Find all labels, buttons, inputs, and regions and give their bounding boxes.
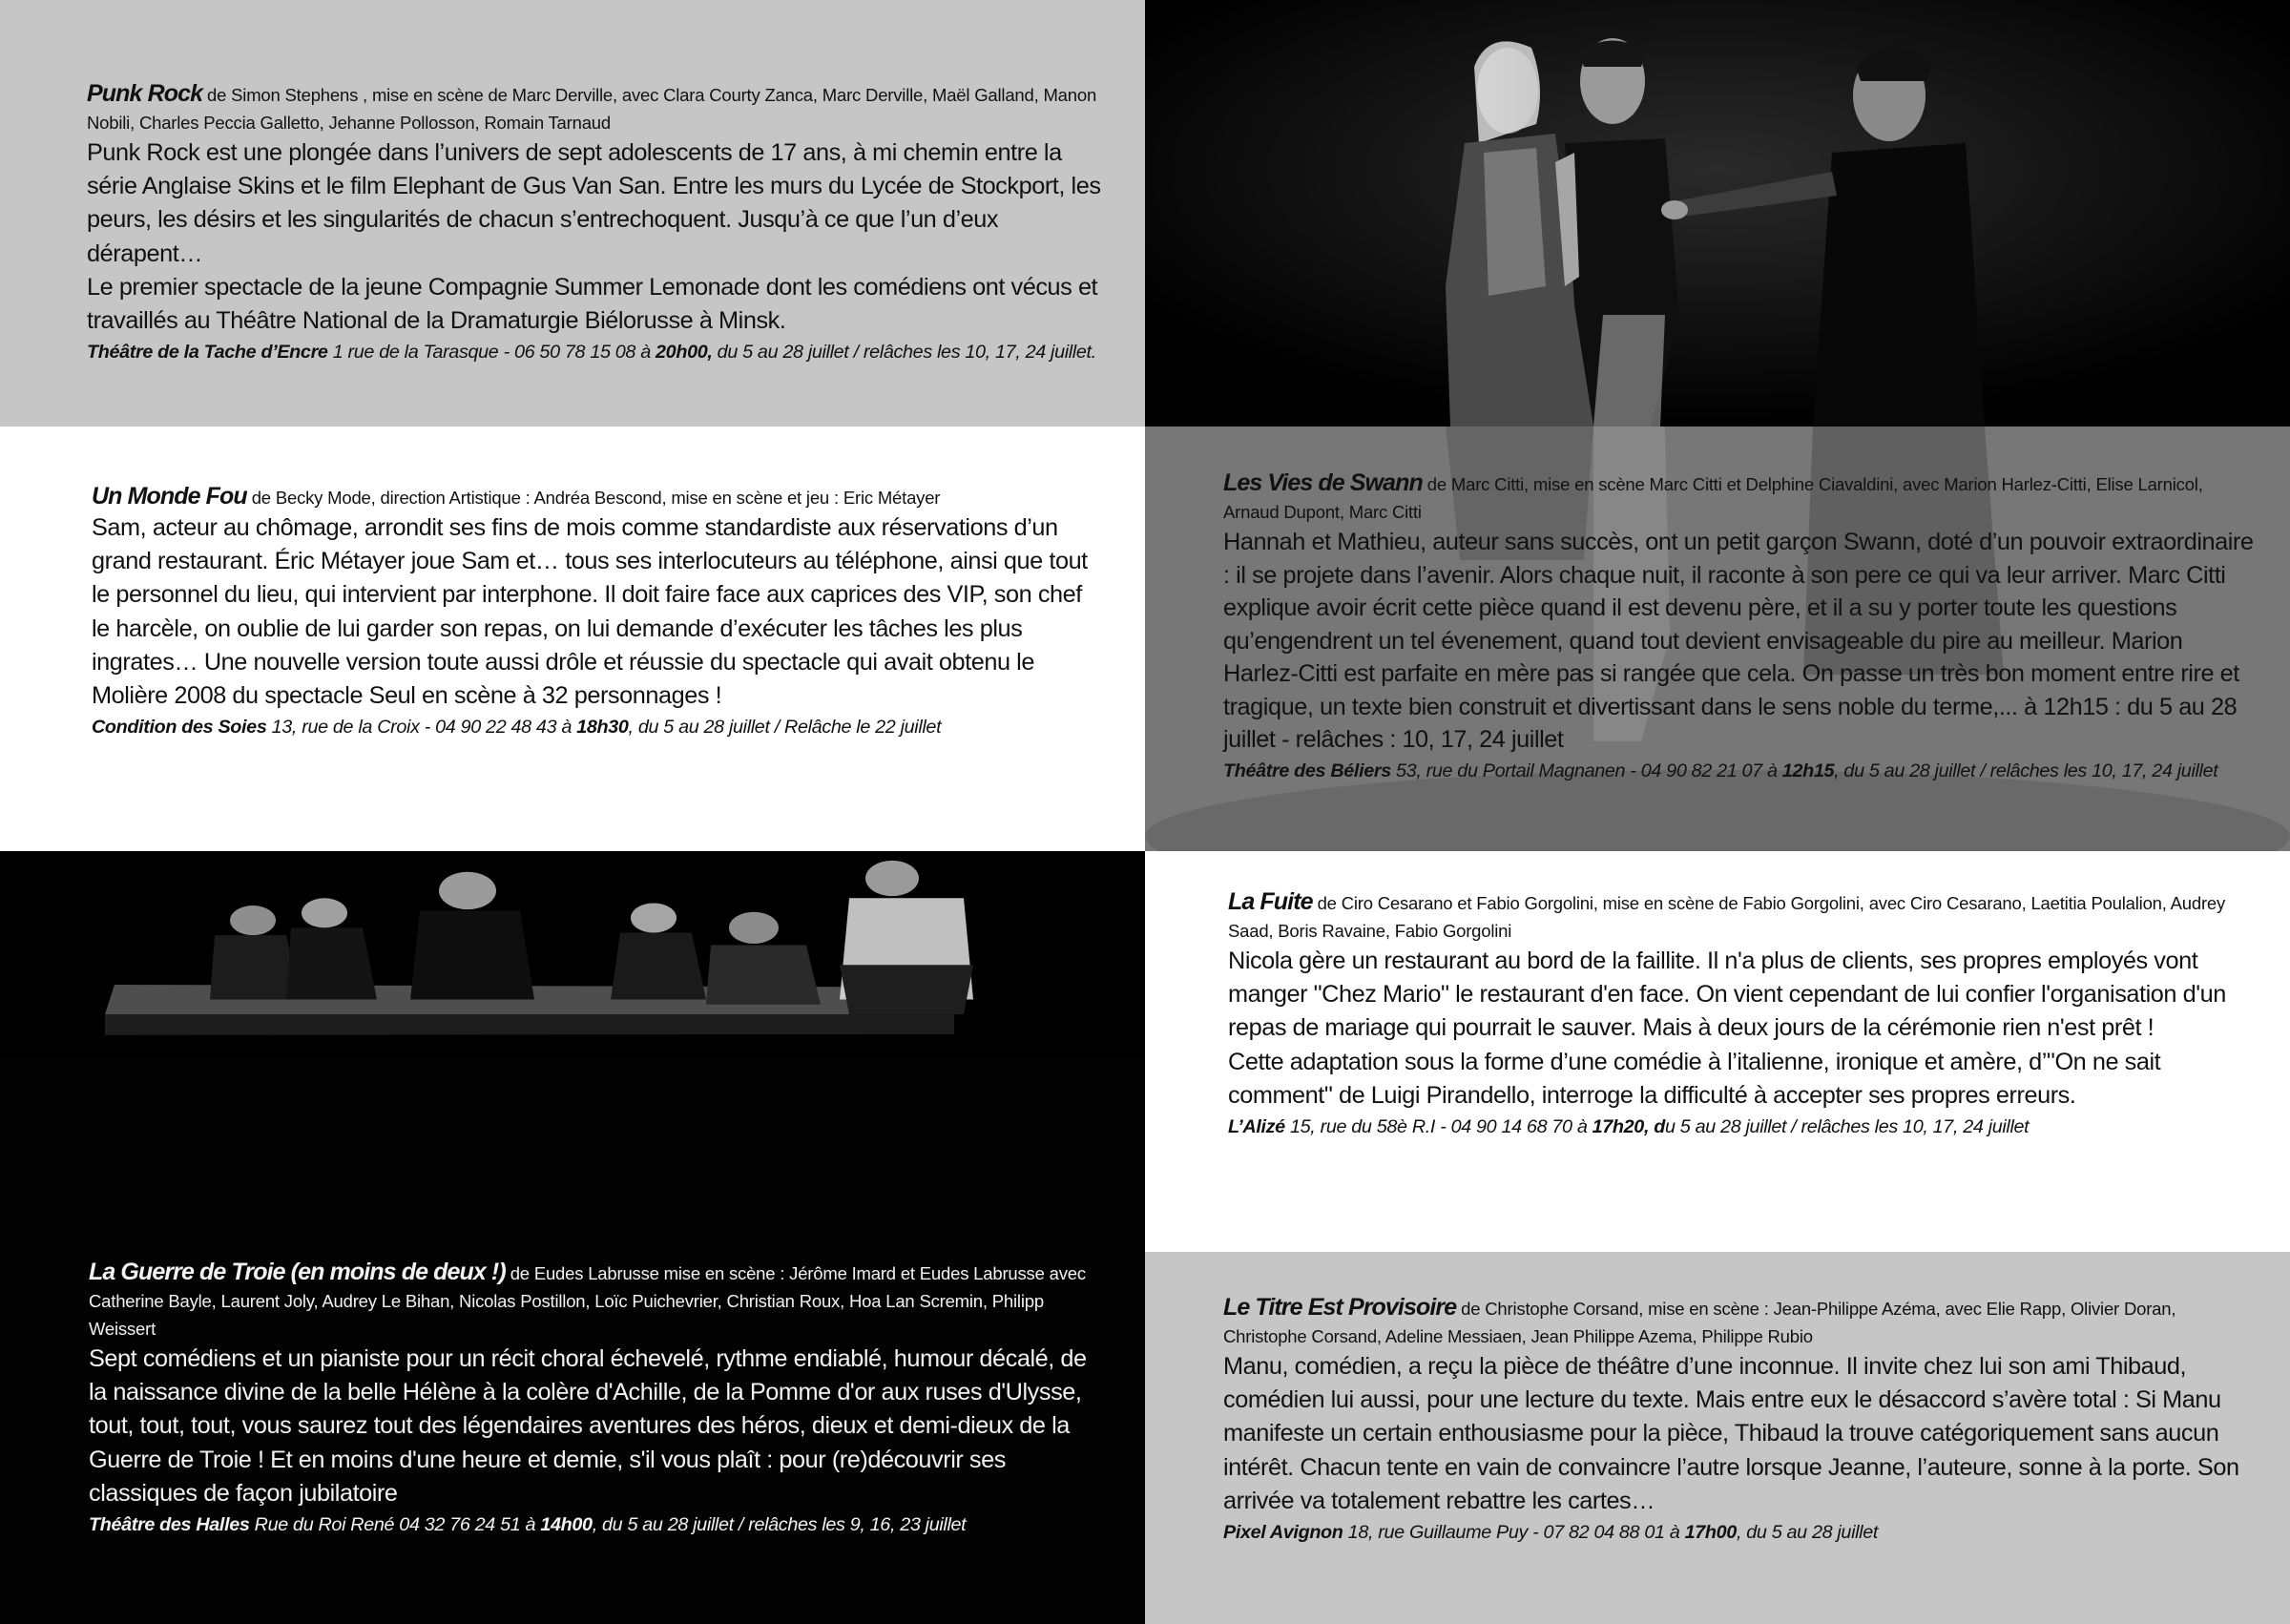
show-venue: Pixel Avignon 18, rue Guillaume Puy - 07 82 04 88 01 à 17h00, du 5 au 28 juillet [1223, 1522, 1879, 1544]
show-credits: Les Vies de Swann de Marc Citti, mise en scène Marc Citti et Delphine Ciavaldini, avec Marion Harlez-Citti, Elise Larnicol, Arnaud Dupont, Marc Citti [1223, 469, 2203, 522]
section-le-titre-est-provisoire [1145, 1252, 2290, 1624]
show-description: Sam, acteur au chômage, arrondit ses fins de mois comme standardiste aux réservations d’un grand restaurant. Éric Métayer joue Sam et… tous ses interlocuteurs au téléphone, ainsi que tout le personnel du lieu, qui intervient par interphone. Il doit faire face aux caprices des VIP, son chef le harcèle, on oublie de lui garder son repas, on lui demande d’exécuter les tâches les plus ingrates… Une nouvelle version toute aussi drôle et réussie du spectacle qui avait obtenu le Molière 2008 du spectacle Seul en scène à 32 personnages ! [92, 514, 1088, 710]
show-description: Nicola gère un restaurant au bord de la faillite. Il n'a plus de clients, ses propres employés vont manger "Chez Mario" le restaurant d'en face. On vient cependant de lui confier l'organisation d'un repas de mariage qui pourrait le sauver. Mais à deux jours de la cérémonie rien n'est prêt ! Cette adaptation sous la forme d’une comédie à l’italienne, ironique et amère, d’"On ne sait comment" de Luigi Pirandello, interroge la difficulté à accepter ses propres erreurs. [1228, 947, 2226, 1109]
show-description: Sept comédiens et un pianiste pour un récit choral échevelé, rythme endiablé, humour décalé, de la naissance divine de la belle Hélène à la colère d'Achille, de la Pomme d'or aux ruses d'Ulysse, tout, tout, tout, vous saurez tout des légendaires aventures des héros, dieux et demi-dieux de la Guerre de Troie ! Et en moins d'une heure et demie, s'il vous plaît : pour (re)découvrir ses classiques de façon jubilatoire [89, 1345, 1087, 1507]
show-description: Punk Rock est une plongée dans l’univers de sept adolescents de 17 ans, à mi chemin entre la série Anglaise Skins et le film Elephant de Gus Van San. Entre les murs du Lycée de Stockport, les peurs, les désirs et les singularités de chacun s’entrechoquent. Jusqu’à ce que l’un d’eux dérapent… Le premier spectacle de la jeune Compagnie Summer Lemonade dont les comédiens ont vécus et travaillés au Théâtre National de la Dramaturgie Biélorusse à Minsk. [87, 139, 1101, 335]
troie-stage-photo [0, 851, 1145, 1252]
show-title: La Guerre de Troie (en moins de deux !) [89, 1259, 506, 1285]
section-la-fuite [1145, 851, 2290, 1252]
stage-photo-illustration [1145, 0, 2290, 427]
show-title: La Fuite [1228, 888, 1313, 915]
photo-punk-rock-actors [1145, 0, 2290, 427]
show-title: Les Vies de Swann [1223, 469, 1423, 496]
section-la-guerre-de-troie [0, 851, 1145, 1624]
show-title: Le Titre Est Provisoire [1223, 1294, 1457, 1321]
show-venue: Théâtre des Halles Rue du Roi René 04 32 76 24 51 à 14h00, du 5 au 28 juillet / relâches les 9, 16, 23 juillet [89, 1514, 967, 1536]
show-title: Un Monde Fou [92, 483, 247, 510]
show-venue: Théâtre des Béliers 53, rue du Portail Magnanen - 04 90 82 21 07 à 12h15, du 5 au 28 juillet / relâches les 10, 17, 24 juillet [1223, 760, 2218, 781]
show-description: Manu, comédien, a reçu la pièce de théâtre d’une inconnue. Il invite chez lui son ami Thibaud, comédien lui aussi, pour une lecture du texte. Mais entre eux le désaccord s’avère total : Si Manu manifeste un certain enthousiasme pour la pièce, Thibaud la trouve catégoriquement sans aucun intérêt. Chacun tente en vain de convaincre l’autre lorsque Jeanne, l’auteure, sonne à la porte. Son arrivée va totalement rebattre les cartes… [1223, 1353, 2239, 1514]
show-credits: Punk Rock de Simon Stephens , mise en scène de Marc Derville, avec Clara Courty Zanca, Marc Derville, Maël Galland, Manon Nobili, Charles Peccia Galletto, Jehanne Pollosson, Romain Tarnaud [87, 80, 1097, 133]
show-credits: La Fuite de Ciro Cesarano et Fabio Gorgolini, mise en scène de Fabio Gorgolini, avec Ciro Cesarano, Laetitia Poulalion, Audrey Saad, Boris Ravaine, Fabio Gorgolini [1228, 888, 2226, 941]
show-credits: Un Monde Fou de Becky Mode, direction Artistique : Andréa Bescond, mise en scène et jeu : Eric Métayer [92, 483, 941, 510]
show-venue: Condition des Soies 13, rue de la Croix - 04 90 22 48 43 à 18h30, du 5 au 28 juillet / Relâche le 22 juillet [92, 717, 942, 739]
section-les-vies-de-swann [1145, 427, 2290, 851]
show-venue: Théâtre de la Tache d’Encre 1 rue de la Tarasque - 06 50 78 15 08 à 20h00, du 5 au 28 juillet / relâches les 10, 17, 24 juillet. [87, 342, 1096, 364]
show-venue: L’Alizé 15, rue du 58è R.I - 04 90 14 68 70 à 17h20, du 5 au 28 juillet / relâches les 10, 17, 24 juillet [1228, 1116, 2030, 1138]
show-description: Hannah et Mathieu, auteur sans succès, ont un petit garçon Swann, doté d’un pouvoir extraordinaire : il se projete dans l’avenir. Alors chaque nuit, il raconte à son pere ce qui va leur arriver. Marc Citti explique avoir écrit cette pièce quand il est devenu père, et il a su y porter toute les questions qu’engendrent un tel évenement, quand tout devient envisageable du pire au meilleur. Marion Harlez-Citti est parfaite en mère pas si rangée que cela. On passe un très bon moment entre rire et tragique, un texte bien construit et divertissant dans le sens noble du terme,... à 12h15 : du 5 au 28 juillet - relâches : 10, 17, 24 juillet [1223, 529, 2254, 753]
show-title: Punk Rock [87, 80, 203, 107]
show-credits: La Guerre de Troie (en moins de deux !) de Eudes Labrusse mise en scène : Jérôme Imard et Eudes Labrusse avec Catherine Bayle, Laurent Joly, Audrey Le Bihan, Nicolas Postillon, Loïc Puichevrier, Christian Roux, Hoa Lan Scremin, Philipp Weissert [89, 1259, 1086, 1339]
section-punk-rock [0, 0, 1145, 427]
section-un-monde-fou [0, 427, 1145, 851]
show-credits: Le Titre Est Provisoire de Christophe Corsand, mise en scène : Jean-Philippe Azéma, avec Elie Rapp, Olivier Doran, Christophe Corsand, Adeline Messiaen, Jean Philippe Azema, Philippe Rubio [1223, 1294, 2176, 1346]
